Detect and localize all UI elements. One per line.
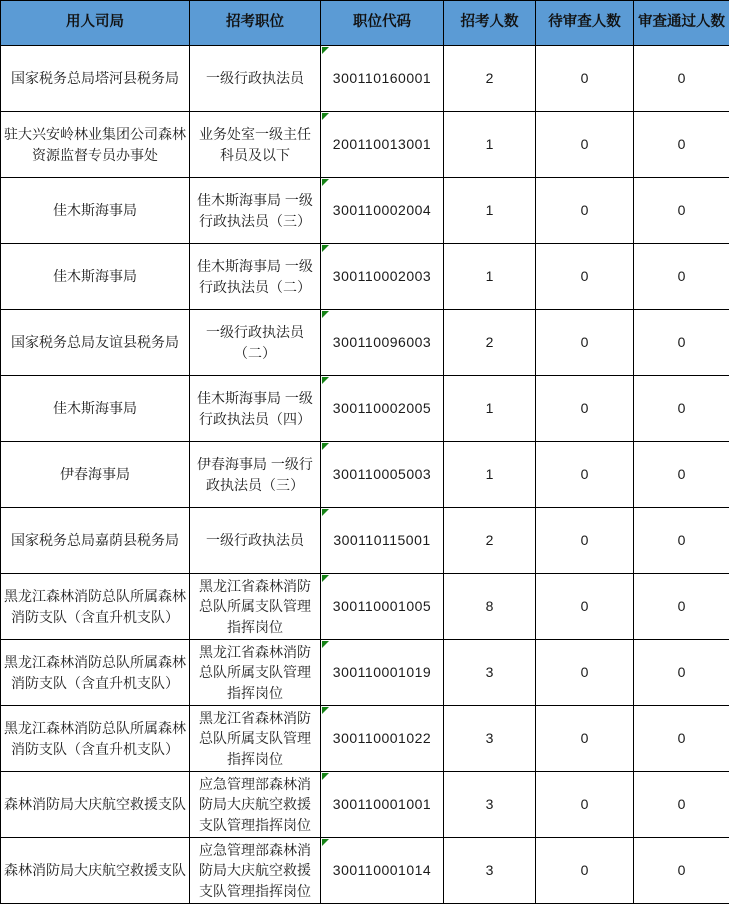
cell-recruit[interactable]: 1 — [444, 178, 536, 244]
text-format-indicator-icon — [322, 773, 329, 780]
cell-code[interactable] — [321, 706, 444, 772]
cell-pending[interactable]: 0 — [536, 772, 634, 838]
text-format-indicator-icon — [322, 641, 329, 648]
cell-recruit[interactable]: 2 — [444, 508, 536, 574]
table-row — [1, 442, 729, 508]
cell-code[interactable] — [321, 244, 444, 310]
cell-dept[interactable]: 佳木斯海事局 — [1, 178, 190, 244]
cell-position[interactable]: 佳木斯海事局 一级行政执法员（四） — [190, 376, 321, 442]
cell-code[interactable] — [321, 772, 444, 838]
cell-pending[interactable]: 0 — [536, 112, 634, 178]
column-header-pending-count[interactable]: 待审查人数 — [536, 1, 634, 46]
header-row — [1, 1, 729, 46]
cell-position[interactable]: 伊春海事局 一级行政执法员（三） — [190, 442, 321, 508]
cell-pending[interactable]: 0 — [536, 640, 634, 706]
cell-approved[interactable]: 0 — [634, 46, 729, 112]
cell-approved[interactable]: 0 — [634, 574, 729, 640]
cell-dept[interactable]: 国家税务总局塔河县税务局 — [1, 46, 190, 112]
cell-recruit[interactable]: 2 — [444, 310, 536, 376]
text-format-indicator-icon — [322, 509, 329, 516]
cell-pending[interactable]: 0 — [536, 706, 634, 772]
column-header-dept[interactable]: 用人司局 — [1, 1, 190, 46]
cell-position[interactable]: 一级行政执法员 — [190, 46, 321, 112]
cell-approved[interactable]: 0 — [634, 442, 729, 508]
cell-code[interactable] — [321, 376, 444, 442]
text-format-indicator-icon — [322, 113, 329, 120]
code-text: 300110001019 — [332, 664, 432, 681]
cell-dept[interactable]: 森林消防局大庆航空救援支队 — [1, 772, 190, 838]
cell-position[interactable]: 黑龙江省森林消防总队所属支队管理指挥岗位 — [190, 574, 321, 640]
text-format-indicator-icon — [322, 245, 329, 252]
text-format-indicator-icon — [322, 47, 329, 54]
cell-pending[interactable]: 0 — [536, 376, 634, 442]
cell-pending[interactable]: 0 — [536, 178, 634, 244]
code-text: 300110001022 — [332, 730, 432, 747]
code-text: 300110005003 — [332, 466, 432, 483]
cell-code[interactable] — [321, 46, 444, 112]
cell-dept[interactable]: 国家税务总局嘉荫县税务局 — [1, 508, 190, 574]
table-row — [1, 112, 729, 178]
cell-pending[interactable]: 0 — [536, 244, 634, 310]
cell-dept[interactable]: 伊春海事局 — [1, 442, 190, 508]
cell-position[interactable]: 佳木斯海事局 一级行政执法员（二） — [190, 244, 321, 310]
text-format-indicator-icon — [322, 443, 329, 450]
cell-approved[interactable]: 0 — [634, 244, 729, 310]
cell-code[interactable] — [321, 442, 444, 508]
cell-code[interactable] — [321, 178, 444, 244]
cell-position[interactable]: 一级行政执法员（二） — [190, 310, 321, 376]
cell-recruit[interactable]: 1 — [444, 244, 536, 310]
cell-approved[interactable]: 0 — [634, 508, 729, 574]
code-text: 300110001005 — [332, 598, 432, 615]
table-row — [1, 574, 729, 640]
text-format-indicator-icon — [322, 311, 329, 318]
table-row — [1, 640, 729, 706]
cell-dept[interactable]: 森林消防局大庆航空救援支队 — [1, 838, 190, 904]
cell-position[interactable]: 应急管理部森林消防局大庆航空救援支队管理指挥岗位 — [190, 772, 321, 838]
code-text: 300110002003 — [332, 268, 432, 285]
code-text: 300110001001 — [332, 796, 432, 813]
column-header-recruit-count[interactable]: 招考人数 — [444, 1, 536, 46]
cell-pending[interactable]: 0 — [536, 46, 634, 112]
cell-pending[interactable]: 0 — [536, 310, 634, 376]
cell-pending[interactable]: 0 — [536, 442, 634, 508]
cell-dept[interactable]: 驻大兴安岭林业集团公司森林资源监督专员办事处 — [1, 112, 190, 178]
text-format-indicator-icon — [322, 179, 329, 186]
text-format-indicator-icon — [322, 377, 329, 384]
cell-recruit[interactable]: 2 — [444, 46, 536, 112]
table-row — [1, 508, 729, 574]
table-row — [1, 46, 729, 112]
code-text: 300110002004 — [332, 202, 432, 219]
recruitment-table-body — [1, 46, 729, 904]
cell-approved[interactable]: 0 — [634, 772, 729, 838]
cell-recruit[interactable]: 8 — [444, 574, 536, 640]
column-header-approved-count[interactable]: 审查通过人数 — [634, 1, 729, 46]
text-format-indicator-icon — [322, 839, 329, 846]
cell-approved[interactable]: 0 — [634, 706, 729, 772]
cell-code[interactable] — [321, 838, 444, 904]
table-row — [1, 376, 729, 442]
cell-dept[interactable]: 黑龙江森林消防总队所属森林消防支队（含直升机支队） — [1, 706, 190, 772]
cell-pending[interactable]: 0 — [536, 574, 634, 640]
cell-pending[interactable]: 0 — [536, 838, 634, 904]
cell-recruit[interactable]: 1 — [444, 112, 536, 178]
cell-dept[interactable]: 佳木斯海事局 — [1, 376, 190, 442]
column-header-code[interactable]: 职位代码 — [321, 1, 444, 46]
code-text: 200110013001 — [332, 136, 432, 153]
table-row — [1, 706, 729, 772]
cell-recruit[interactable]: 1 — [444, 376, 536, 442]
code-text: 300110001014 — [332, 862, 432, 879]
cell-dept[interactable]: 国家税务总局友谊县税务局 — [1, 310, 190, 376]
cell-recruit[interactable]: 1 — [444, 442, 536, 508]
cell-code[interactable] — [321, 574, 444, 640]
code-text: 300110115001 — [333, 532, 431, 549]
code-text: 300110160001 — [332, 70, 432, 87]
cell-recruit[interactable]: 3 — [444, 640, 536, 706]
cell-approved[interactable]: 0 — [634, 178, 729, 244]
cell-approved[interactable]: 0 — [634, 112, 729, 178]
table-row — [1, 310, 729, 376]
cell-position[interactable]: 黑龙江省森林消防总队所属支队管理指挥岗位 — [190, 640, 321, 706]
cell-dept[interactable]: 黑龙江森林消防总队所属森林消防支队（含直升机支队） — [1, 640, 190, 706]
cell-position[interactable]: 黑龙江省森林消防总队所属支队管理指挥岗位 — [190, 706, 321, 772]
text-format-indicator-icon — [322, 707, 329, 714]
cell-code[interactable] — [321, 112, 444, 178]
cell-position[interactable]: 应急管理部森林消防局大庆航空救援支队管理指挥岗位 — [190, 838, 321, 904]
cell-recruit[interactable]: 3 — [444, 772, 536, 838]
cell-position[interactable]: 一级行政执法员 — [190, 508, 321, 574]
column-header-position[interactable]: 招考职位 — [190, 1, 321, 46]
cell-approved[interactable]: 0 — [634, 640, 729, 706]
cell-dept[interactable]: 黑龙江森林消防总队所属森林消防支队（含直升机支队） — [1, 574, 190, 640]
cell-approved[interactable]: 0 — [634, 310, 729, 376]
text-format-indicator-icon — [322, 575, 329, 582]
code-text: 300110096003 — [332, 334, 432, 351]
code-text: 300110002005 — [332, 400, 432, 417]
cell-approved[interactable]: 0 — [634, 376, 729, 442]
table-row — [1, 178, 729, 244]
cell-code[interactable] — [321, 310, 444, 376]
cell-recruit[interactable]: 3 — [444, 706, 536, 772]
cell-dept[interactable]: 佳木斯海事局 — [1, 244, 190, 310]
cell-code[interactable] — [321, 640, 444, 706]
cell-code[interactable] — [321, 508, 444, 574]
table-row — [1, 244, 729, 310]
table-row — [1, 772, 729, 838]
table-row — [1, 838, 729, 904]
cell-position[interactable]: 佳木斯海事局 一级行政执法员（三） — [190, 178, 321, 244]
cell-approved[interactable]: 0 — [634, 838, 729, 904]
cell-pending[interactable]: 0 — [536, 508, 634, 574]
cell-position[interactable]: 业务处室一级主任科员及以下 — [190, 112, 321, 178]
cell-recruit[interactable]: 3 — [444, 838, 536, 904]
